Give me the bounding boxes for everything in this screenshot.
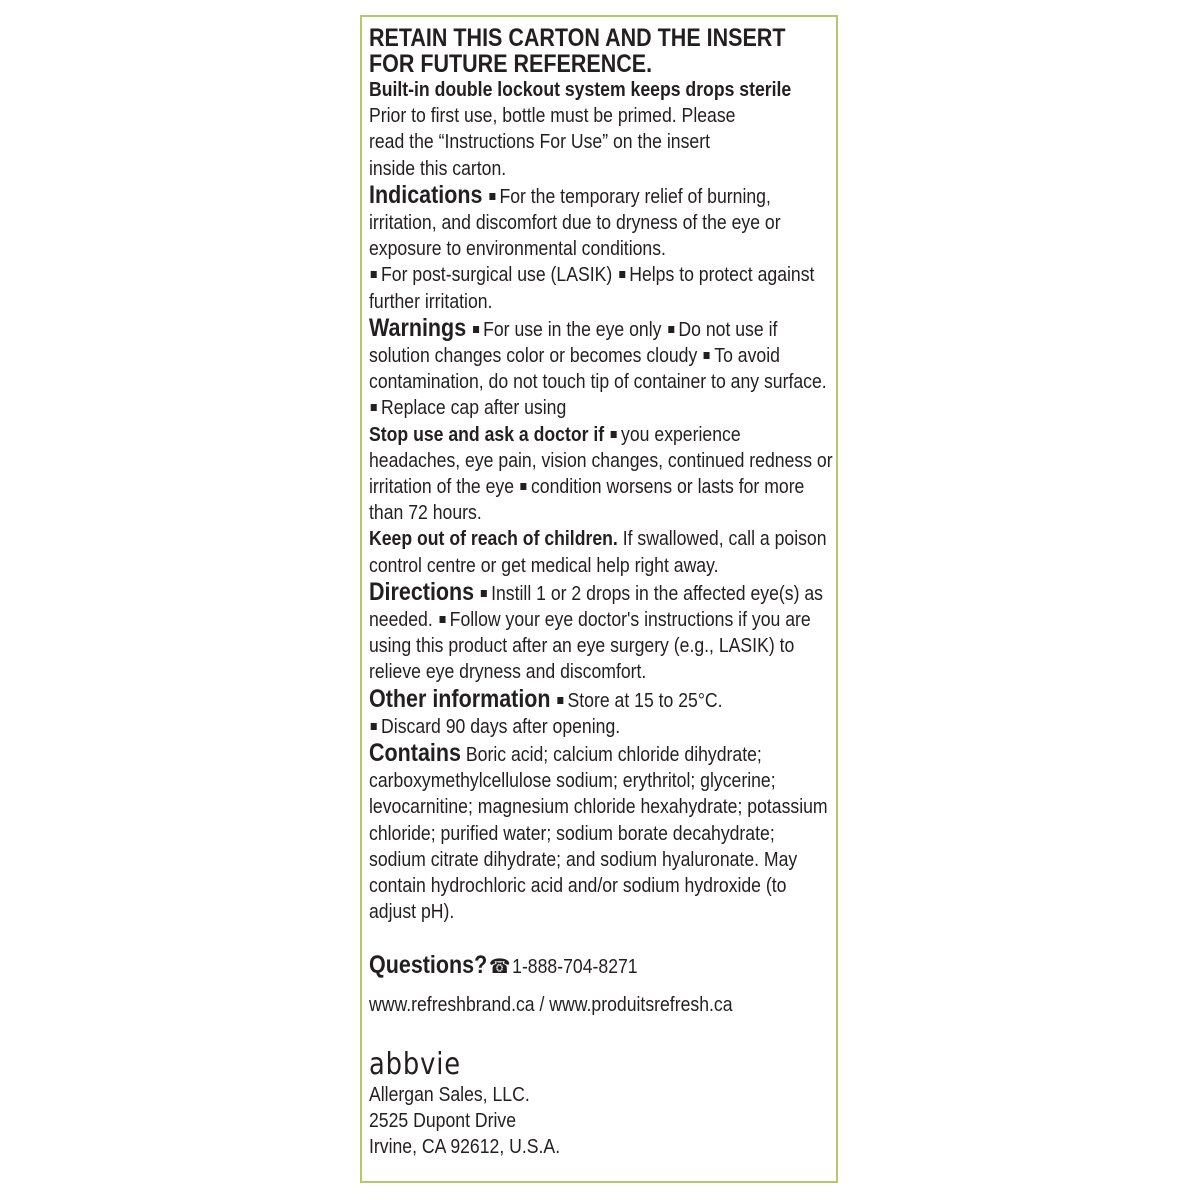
keep-out-section bbox=[369, 526, 833, 578]
contains-section bbox=[369, 740, 833, 925]
questions-label: Questions? bbox=[369, 950, 488, 979]
stop-use-heading: Stop use and ask a doctor if bbox=[369, 422, 605, 446]
company-name: Allergan Sales, LLC. bbox=[369, 1082, 530, 1106]
stop-use-item: you experience headaches, eye pain, vision changes, continued redness or irritation of the eye bbox=[369, 422, 833, 499]
indications-section bbox=[369, 182, 833, 315]
indications-item: For the temporary relief of burning, irritation, and discomfort due to dryness of the eye or exposure to environmental conditions. bbox=[369, 184, 781, 261]
warnings-item: To avoid contamination, do not touch tip of container to any surface. bbox=[369, 344, 827, 394]
other-info-section bbox=[369, 686, 833, 740]
bullet-icon bbox=[557, 697, 563, 704]
keep-out-text: If swallowed, call a poison control centre or get medical help right away. bbox=[369, 527, 827, 577]
bullet-icon bbox=[521, 483, 527, 490]
warnings-heading: Warnings bbox=[369, 313, 467, 342]
directions-section bbox=[369, 579, 833, 686]
company-city: Irvine, CA 92612, U.S.A. bbox=[369, 1135, 561, 1159]
bullet-icon bbox=[439, 616, 445, 623]
directions-item: Instill 1 or 2 drops in the affected eye(s) as needed. bbox=[369, 581, 823, 632]
bullet-icon bbox=[489, 193, 495, 200]
contains-text: Boric acid; calcium chloride dihydrate; carboxymethylcellulose sodium; erythritol; glycerine; levocarnitine; magnesium chloride hexahydrate; potassium chloride; purified water; sodium borate decahydrate; sodium citrate dihydrate; and sodium hyaluronate. May contain hydrochloric acid and/or sodium hydroxide (to adjust pH). bbox=[369, 743, 828, 924]
label-panel bbox=[360, 15, 838, 1183]
indications-heading: Indications bbox=[369, 180, 483, 209]
websites: www.refreshbrand.ca / www.produitsrefresh.ca bbox=[369, 992, 733, 1016]
stop-use-item: condition worsens or lasts for more than 72 hours. bbox=[369, 475, 805, 525]
contains-heading: Contains bbox=[369, 739, 461, 768]
telephone-icon: ☎ bbox=[488, 955, 511, 978]
keep-out-heading: Keep out of reach of children. bbox=[369, 527, 618, 551]
directions-item: Follow your eye doctor's instructions if you are using this product after an eye surgery (e.g., LASIK) to relieve eye dryness and discomfort. bbox=[369, 608, 811, 684]
warnings-item: Do not use if solution changes color or becomes cloudy bbox=[369, 317, 778, 368]
phone-number: 1-888-704-8271 bbox=[512, 954, 638, 978]
other-info-item: Store at 15 to 25°C. bbox=[567, 688, 723, 712]
bullet-icon bbox=[619, 271, 625, 278]
retain-notice: RETAIN THIS CARTON AND THE INSERT FOR FUTURE REFERENCE. bbox=[369, 24, 786, 78]
bullet-icon bbox=[481, 590, 487, 597]
bullet-icon bbox=[371, 404, 377, 411]
company-street: 2525 Dupont Drive bbox=[369, 1109, 517, 1133]
bullet-icon bbox=[611, 431, 617, 438]
bullet-icon bbox=[473, 326, 479, 333]
prime-instruction: Prior to first use, bottle must be primed. Please read the “Instructions For Use” on the insert inside this carton. bbox=[369, 104, 736, 180]
bullet-icon bbox=[371, 271, 377, 278]
other-info-heading: Other information bbox=[369, 684, 551, 713]
questions-line bbox=[369, 952, 833, 980]
stop-use-section bbox=[369, 422, 833, 527]
warnings-item: Replace cap after using bbox=[381, 396, 567, 420]
label-text bbox=[369, 25, 833, 1161]
indications-item: For post-surgical use (LASIK) bbox=[381, 263, 613, 287]
bullet-icon bbox=[704, 352, 710, 359]
warnings-section bbox=[369, 315, 833, 422]
directions-heading: Directions bbox=[369, 577, 475, 606]
lockout-statement: Built-in double lockout system keeps drops sterile bbox=[369, 78, 792, 101]
bullet-icon bbox=[668, 326, 674, 333]
warnings-item: For use in the eye only bbox=[483, 317, 662, 341]
indications-item: Helps to protect against further irritation. bbox=[369, 263, 815, 313]
abbvie-logo: abbvie bbox=[369, 1046, 462, 1082]
bullet-icon bbox=[371, 723, 377, 730]
other-info-item: Discard 90 days after opening. bbox=[381, 714, 621, 738]
